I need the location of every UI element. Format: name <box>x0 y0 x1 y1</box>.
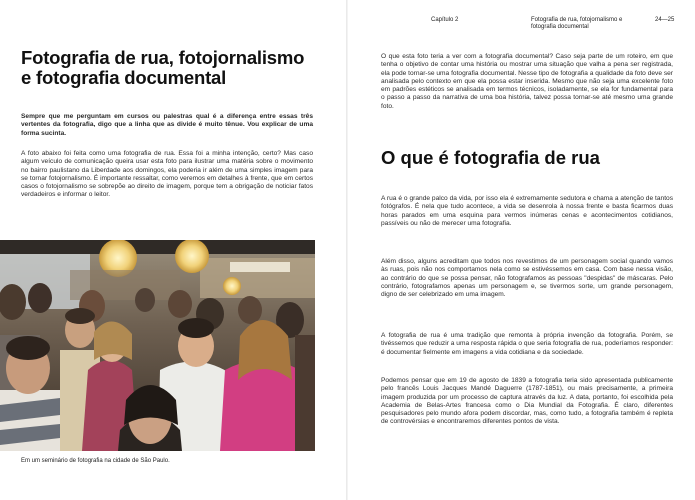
right-paragraph-1: O que esta foto teria a ver com a fotografia documental? Caso seja parte de um roteiro, em que tenha o objetivo de contar uma história ou mostrar uma situação que valha a pena ser registrada, ela pode tornar-se uma fotografia documental. Nesse tipo de fotografia a qualidade da foto deve ser analisada pelo contexto em que ela possa estar inserida. Mesmo que não seja uma excelente foto em padrões estéticos se analisada em termos técnicos, isoladamente, se ela for fundamental para o passo a passo da narrativa de uma boa história, talvez possa tornar-se até mesmo uma grande foto. <box>381 53 673 110</box>
intro-paragraph: Sempre que me perguntam em cursos ou palestras qual é a diferença entre essas três vertentes da fotografia, digo que a linha que as divide é muito tênue. Vou explicar de uma forma sucinta. <box>21 113 313 137</box>
left-page-heading-block <box>21 48 313 88</box>
right-paragraph-3: Além disso, alguns acreditam que todos nos revestimos de um personagem social quando vamos às ruas, pois não nos comportamos nela como se estivéssemos em casa. Com base nessa visão, ao contrário do que se possa pensar, não fotografamos as pessoas "despidas" de máscaras. Pelo contrário, fotografamos apenas um personagem e, se tivermos sorte, um grande personagem, digno de ser celebrizado em uma imagem. <box>381 258 673 299</box>
photo-caption: Em um seminário de fotografia na cidade de São Paulo. <box>21 458 170 464</box>
section-title: O que é fotografia de rua <box>381 147 600 168</box>
running-header-chapter: Capítulo 2 <box>431 17 459 23</box>
chapter-title: Fotografia de rua, fotojornalismo e fotografia documental <box>21 47 305 88</box>
left-paragraph-2: A foto abaixo foi feita como uma fotografia de rua. Essa foi a minha intenção, certo? Mas caso algum veículo de comunicação queira usar esta foto para ilustrar uma matéria sobre o movimento no bairro paulistano da Liberdade aos domingos, ela poderia ir além de uma simples imagem para se tornar fotojornalismo. É importante ressaltar, como veremos em detalhes à frente, que em certos casos o fotojornalismo se sobrepõe ao direito de imagem, porque tem a obrigação de noticiar fatos verdadeiros e informar o leitor. <box>21 150 313 199</box>
right-paragraph-4: A fotografia de rua é uma tradição que remonta à própria invenção da fotografia. Porém, se tivéssemos que reduzir a uma resposta rápida o que seria fotografia de rua, poderíamos responder: é documentar fielmente em imagens a vida cotidiana e da sociedade. <box>381 332 673 356</box>
running-header-title: Fotografia de rua, fotojornalismo e fotografia documental <box>531 17 623 30</box>
page-numbers: 24—25 <box>655 17 675 23</box>
right-paragraph-2: A rua é o grande palco da vida, por isso ela é extremamente sedutora e chama a atenção de tantos fotógrafos. É nela que tudo acontece, a vida se desenrola à nossa frente e basta ficarmos duas horas parados em uma esquina para vermos inúmeras cenas e acontecimentos cotidianos, passíveis ou não de merecer uma fotografia. <box>381 195 673 227</box>
page-gutter <box>346 0 348 500</box>
right-paragraph-5: Podemos pensar que em 19 de agosto de 1839 a fotografia teria sido apresentada publicamente pelo francês Louis Jacques Mandé Daguerre (1787-1851), ou mais precisamente, a primeira imagem produzida por um processo de captura através da luz. A data, portanto, foi escolhida pela Academia de Belas-Artes francesa como o Dia Mundial da Fotografia. É claro, diferentes pesquisadores pelo mundo afora podem discordar, mas, como tudo, a fotografia também é repleta de controvérsias e encontraremos diferentes pontos de vista. <box>381 377 673 426</box>
street-crowd-photo <box>0 240 315 451</box>
